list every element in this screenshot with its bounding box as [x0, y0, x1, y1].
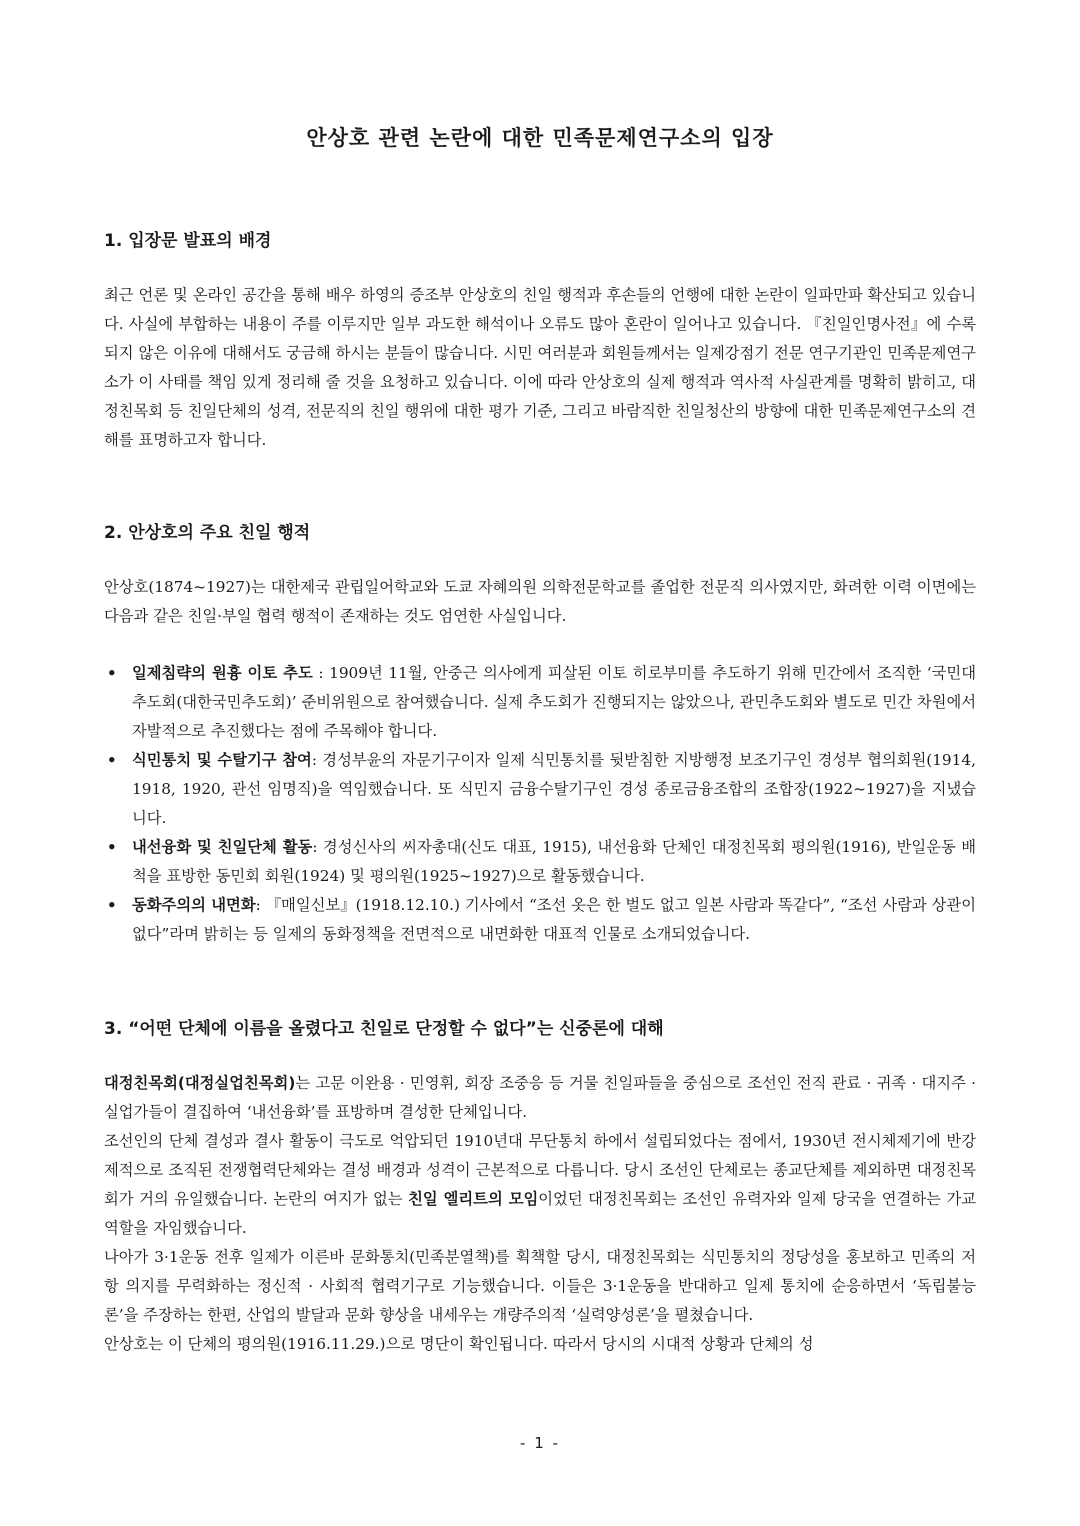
section-3-paragraph: 나아가 3·1운동 전후 일제가 이른바 문화통치(민족분열책)를 획책할 당시, 대정친목회는 식민통치의 정당성을 홍보하고 민족의 저항 의지를 무력화하는 정신적 · 사회적 협력기구로 기능했습니다. 이들은 3·1운동을 반대하고 일제 통치에 순응하면서 ‘독립불능론’을 주장하는 한편, 산업의 발달과 문화 향상을 내세우는 개량주의적 ‘실력양성론’을 펼쳤습니다.	[104, 1248, 976, 1324]
section-3-paragraph: 안상호는 이 단체의 평의원(1916.11.29.)으로 명단이 확인됩니다. 따라서 당시의 시대적 상황과 단체의 성	[104, 1335, 814, 1353]
bullet-item	[104, 833, 976, 891]
bullet-item	[104, 659, 976, 746]
bullet-label: 일제침략의 원흉 이토 추도	[132, 664, 313, 682]
bullet-item	[104, 891, 976, 949]
section-3-paragraph	[104, 1127, 976, 1243]
paragraph-text: 조선인의 단체 결성과 결사 활동이 극도로 억압되던 1910년대 무단통치 하에서 설립되었다는 점에서, 1930년 전시체제기에 반강제적으로 조직된 전쟁협력단체와는 결성 배경과 성격이 근본적으로 다릅니다. 당시 조선인 단체로는 종교단체를 제외하면 대정친목회가 거의 유일했습니다. 논란의 여지가 없는	[104, 1132, 976, 1208]
section-1-heading: 1. 입장문 발표의 배경	[104, 231, 272, 251]
paragraph-text: 이었던 대정친목회는 조선인 유력자와 일제 당국을 연결하는 가교 역할을 자임했습니다.	[104, 1190, 976, 1237]
bullet-text: : 경성신사의 씨자총대(신도 대표, 1915), 내선융화 단체인 대정친목회 평의원(1916), 반일운동 배척을 표방한 동민회 회원(1924) 및 평의원(1925~1927)으로 활동했습니다.	[132, 838, 976, 885]
bullet-item	[104, 746, 976, 833]
page-number: - 1 -	[520, 1434, 560, 1452]
bullet-label: 내선융화 및 친일단체 활동	[132, 838, 313, 856]
section-2-heading: 2. 안상호의 주요 친일 행적	[104, 523, 311, 543]
section-3-body	[104, 1069, 976, 1359]
organization-name: 대정친목회(대정실업친목회)	[104, 1074, 296, 1092]
section-3-heading: 3. “어떤 단체에 이름을 올렸다고 친일로 단정할 수 없다”는 신중론에 대해	[104, 1019, 664, 1039]
bullet-label: 식민통치 및 수탈기구 참여	[132, 751, 312, 769]
bullet-text: : 경성부윤의 자문기구이자 일제 식민통치를 뒷받침한 지방행정 보조기구인 경성부 협의회원(1914, 1918, 1920, 관선 임명직)을 역임했습니다. 또 식민지 금융수탈기구인 경성 종로금융조합의 조합장(1922~1927)을 지냈습니다.	[132, 751, 976, 827]
bullet-dot-icon: •	[107, 751, 117, 769]
emphasis-text: 친일 엘리트의 모임	[408, 1190, 539, 1208]
paragraph-text: 는 고문 이완용 · 민영휘, 회장 조중응 등 거물 친일파들을 중심으로 조선인 전직 관료 · 귀족 · 대지주 · 실업가들이 결집하여 ‘내선융화’를 표방하며 결성한 단체입니다.	[104, 1074, 976, 1121]
bullet-dot-icon: •	[107, 664, 117, 682]
bullet-text: : 『매일신보』(1918.12.10.) 기사에서 “조선 옷은 한 벌도 없고 일본 사람과 똑같다”, “조선 사람과 상관이 없다”라며 밝히는 등 일제의 동화정책을 전면적으로 내면화한 대표적 인물로 소개되었습니다.	[132, 896, 976, 943]
section-2-bullet-list	[104, 659, 976, 949]
bullet-label: 동화주의의 내면화	[132, 896, 256, 914]
bullet-dot-icon: •	[107, 838, 117, 856]
section-3-paragraph	[104, 1069, 976, 1127]
page-title: 안상호 관련 논란에 대한 민족문제연구소의 입장	[306, 126, 774, 150]
section-2-intro: 안상호(1874~1927)는 대한제국 관립일어학교와 도쿄 자혜의원 의학전문학교를 졸업한 전문직 의사였지만, 화려한 이력 이면에는 다음과 같은 친일·부일 협력 행적이 존재하는 것도 엄연한 사실입니다.	[104, 578, 976, 625]
section-1-body: 최근 언론 및 온라인 공간을 통해 배우 하영의 증조부 안상호의 친일 행적과 후손들의 언행에 대한 논란이 일파만파 확산되고 있습니다. 사실에 부합하는 내용이 주를 이루지만 일부 과도한 해석이나 오류도 많아 혼란이 일어나고 있습니다. 『친일인명사전』에 수록되지 않은 이유에 대해서도 궁금해 하시는 분들이 많습니다. 시민 여러분과 회원들께서는 일제강점기 전문 연구기관인 민족문제연구소가 이 사태를 책임 있게 정리해 줄 것을 요청하고 있습니다. 이에 따라 안상호의 실제 행적과 역사적 사실관계를 명확히 밝히고, 대정친목회 등 친일단체의 성격, 전문직의 친일 행위에 대한 평가 기준, 그리고 바람직한 친일청산의 방향에 대한 민족문제연구소의 견해를 표명하고자 합니다.	[104, 286, 976, 449]
bullet-text: : 1909년 11월, 안중근 의사에게 피살된 이토 히로부미를 추도하기 위해 민간에서 조직한 ‘국민대추도회(대한국민추도회)’ 준비위원으로 참여했습니다. 실제 추도회가 진행되지는 않았으나, 관민추도회와 별도로 민간 차원에서 자발적으로 추진했다는 점에 주목해야 합니다.	[132, 664, 976, 740]
bullet-dot-icon: •	[107, 896, 117, 914]
